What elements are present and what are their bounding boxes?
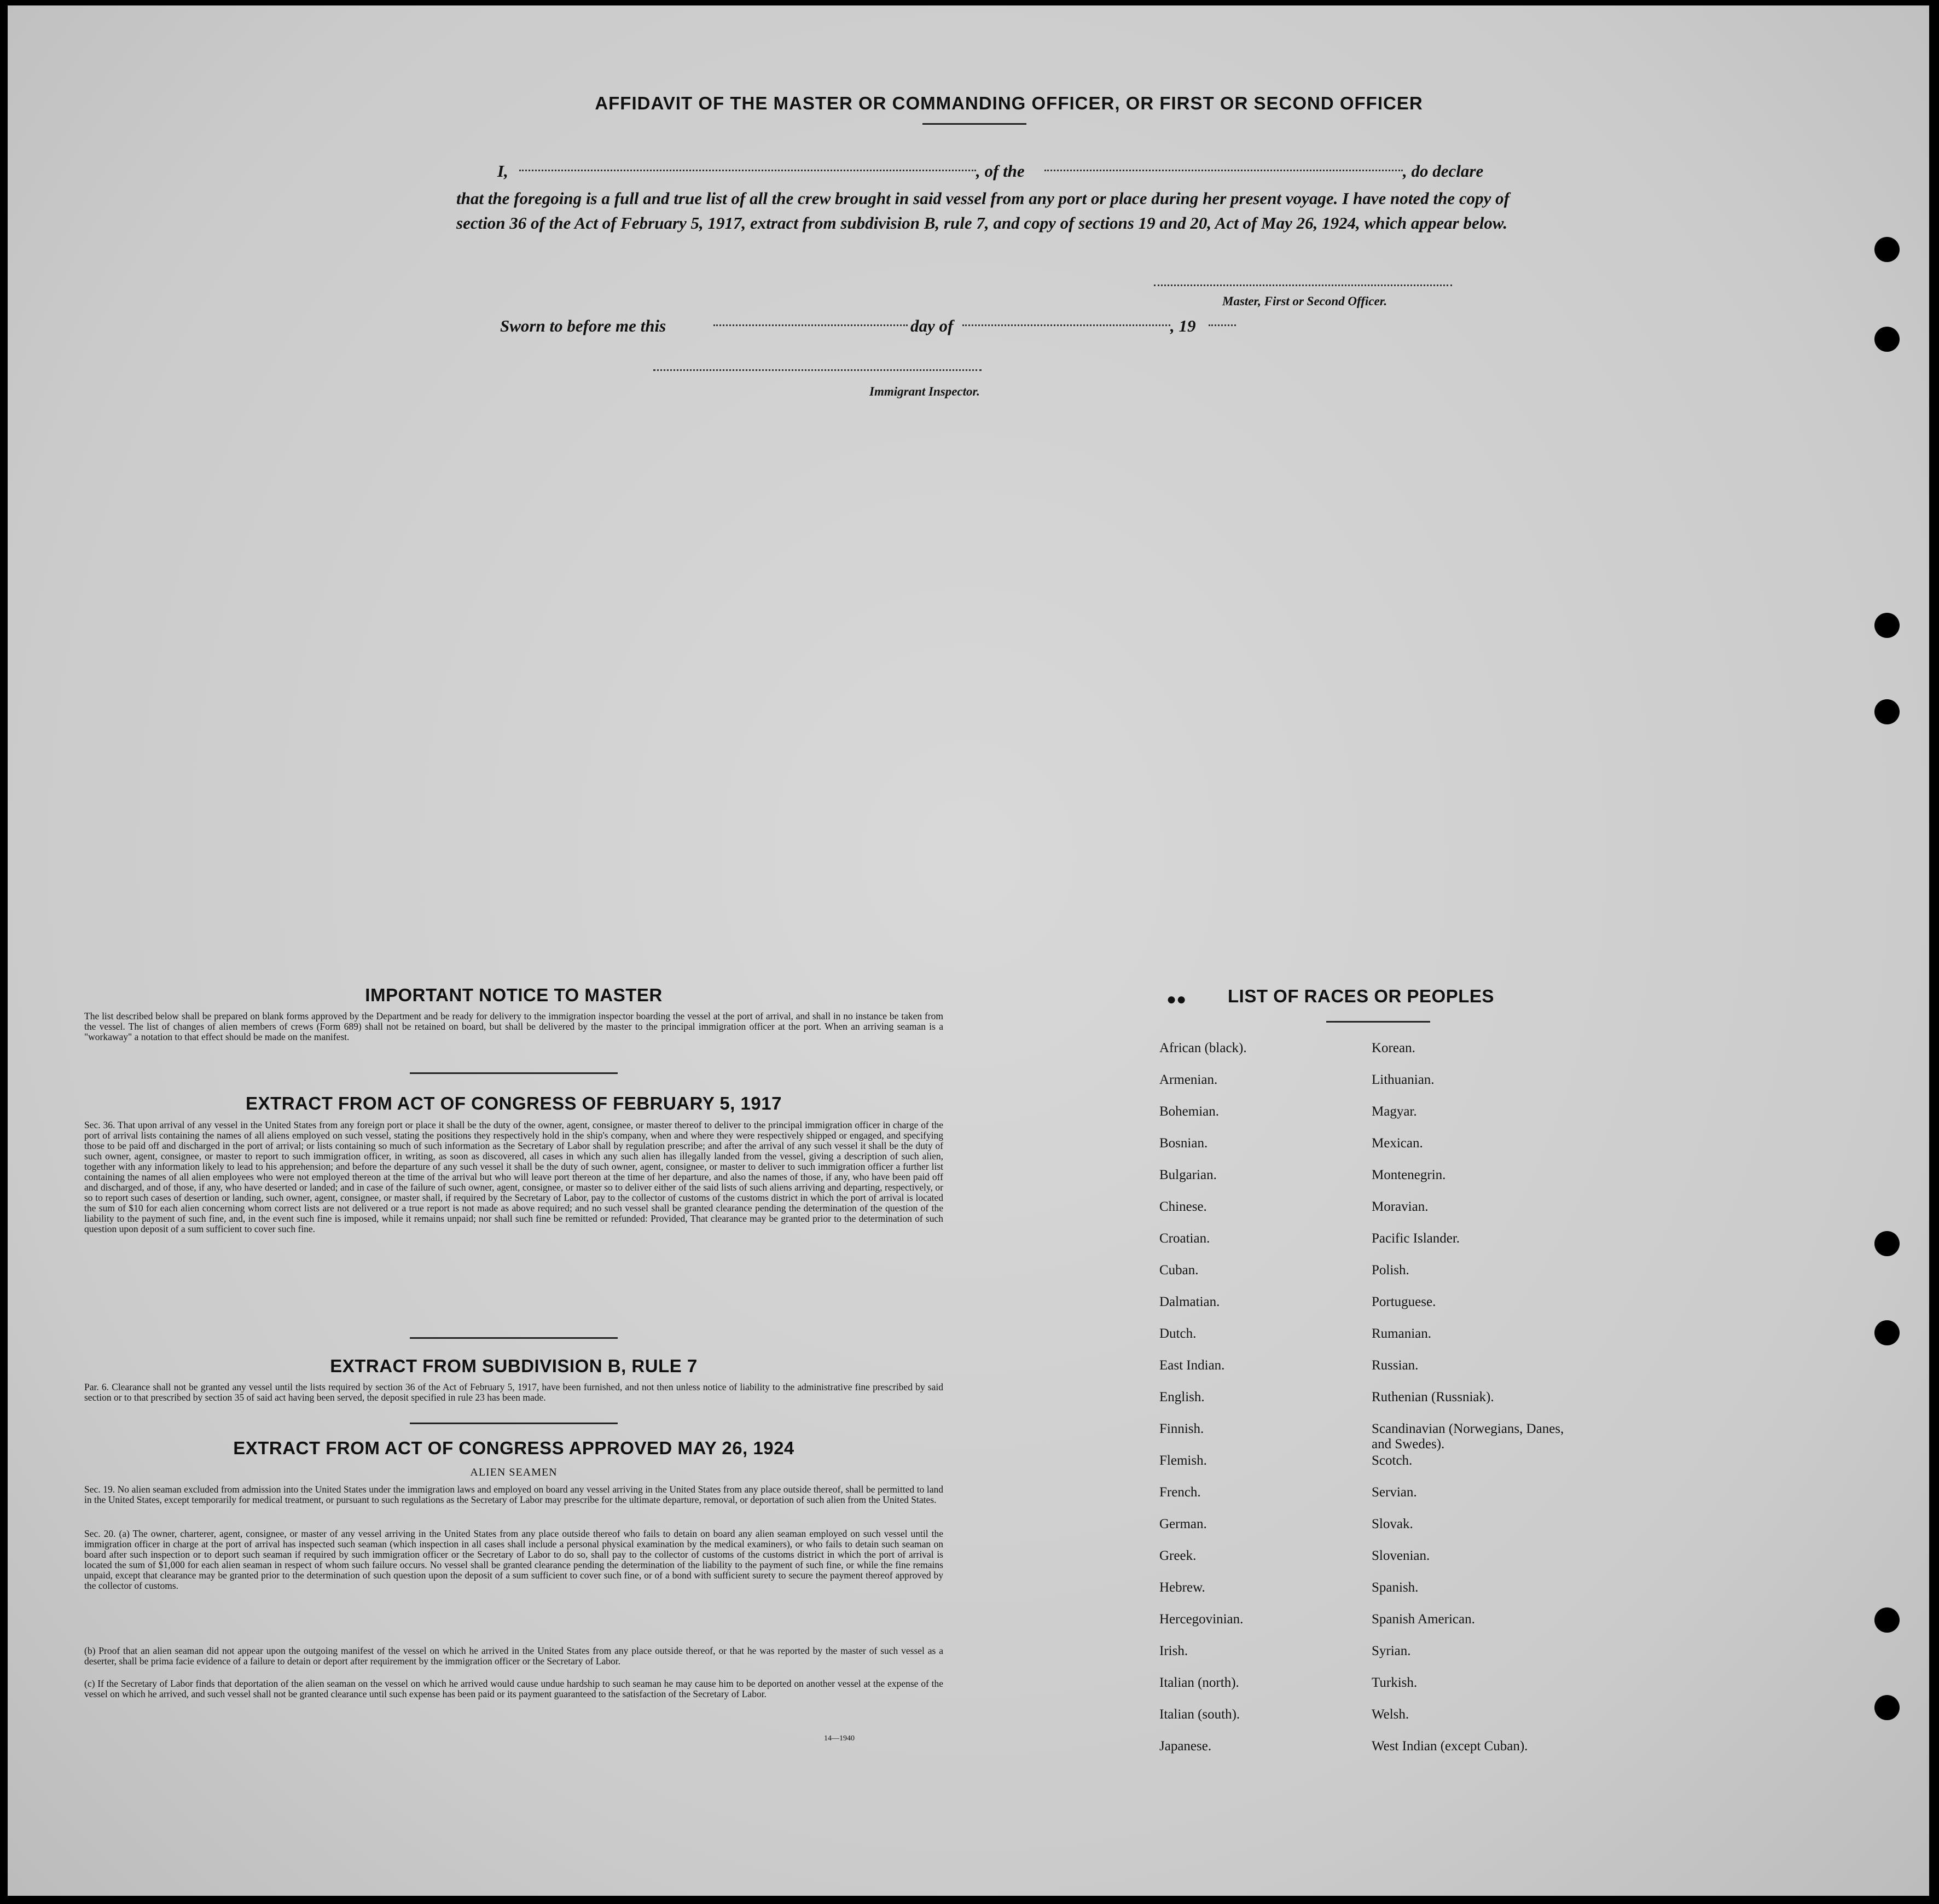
name-blank[interactable]: [519, 170, 976, 171]
race-item: Spanish American.: [1372, 1612, 1475, 1627]
race-item: Rumanian.: [1372, 1326, 1432, 1341]
race-item: Korean.: [1372, 1041, 1415, 1055]
document-sheet: [8, 5, 1929, 1896]
races-row: [1159, 1421, 1574, 1453]
affidavit-title: AFFIDAVIT OF THE MASTER OR COMMANDING OFFICER, OR FIRST OR SECOND OFFICER: [595, 93, 1423, 113]
races-row: [1159, 1199, 1574, 1231]
race-item: Dutch.: [1159, 1326, 1197, 1341]
race-item: Lithuanian.: [1372, 1072, 1435, 1087]
race-item: West Indian (except Cuban).: [1372, 1739, 1528, 1754]
races-title: LIST OF RACES OR PEOPLES: [1228, 986, 1494, 1006]
race-item: Bosnian.: [1159, 1136, 1208, 1151]
race-item: Pacific Islander.: [1372, 1231, 1460, 1246]
races-row: [1159, 1580, 1574, 1612]
race-item: Ruthenian (Russniak).: [1372, 1390, 1494, 1404]
race-item: Magyar.: [1372, 1104, 1417, 1119]
races-row: [1159, 1548, 1574, 1580]
do-declare-label: , do declare: [1403, 161, 1484, 181]
races-row: [1159, 1168, 1574, 1199]
races-row: [1159, 1041, 1574, 1072]
sworn-day-blank[interactable]: [713, 324, 908, 326]
inspector-signature-line[interactable]: [653, 369, 982, 371]
race-item: Flemish.: [1159, 1453, 1207, 1468]
race-item: Bohemian.: [1159, 1104, 1220, 1119]
races-row: [1159, 1072, 1574, 1104]
punch-hole: [1874, 327, 1900, 352]
races-row: [1159, 1358, 1574, 1390]
races-table: [1159, 1041, 1574, 1771]
race-item: East Indian.: [1159, 1358, 1225, 1373]
race-item: Cuban.: [1159, 1263, 1199, 1278]
races-bullets: ●●: [1166, 990, 1187, 1008]
races-row: [1159, 1136, 1574, 1168]
race-item: Spanish.: [1372, 1580, 1419, 1595]
races-row: [1159, 1517, 1574, 1548]
races-row: [1159, 1263, 1574, 1295]
punch-hole: [1874, 613, 1900, 638]
race-item: French.: [1159, 1485, 1201, 1500]
races-title-underline: [1326, 1021, 1430, 1023]
race-item: Syrian.: [1372, 1644, 1411, 1658]
races-row: [1159, 1739, 1574, 1771]
sec19-text: Sec. 19. No alien seaman excluded from admission into the United States under the immigration laws and employed on board any vessel arriving in the United States from any place outside thereof, shall be permitted to land in the United States, except temporarily for medical treatment, or pursuant to such regulations as the Secretary of Labor may prescribe for the ultimate departure, removal, or deportation of such alien from the United States.: [84, 1484, 943, 1505]
race-item: African (black).: [1159, 1041, 1247, 1055]
race-item: Russian.: [1372, 1358, 1419, 1373]
notice-title: IMPORTANT NOTICE TO MASTER: [365, 985, 663, 1005]
races-row: [1159, 1675, 1574, 1707]
race-item: Moravian.: [1372, 1199, 1429, 1214]
races-row: [1159, 1231, 1574, 1263]
races-row: [1159, 1612, 1574, 1644]
extract-rule7-text: Par. 6. Clearance shall not be granted any vessel until the lists required by section 36 of the Act of February 5, 1917, have been furnished, and not then unless notice of liability to the administrative fine prescribed by said section or to that prescribed by section 35 of said act having been served, the deposit specified in rule 23 has been made.: [84, 1381, 943, 1403]
race-item: Chinese.: [1159, 1199, 1207, 1214]
extract-rule7-title: EXTRACT FROM SUBDIVISION B, RULE 7: [330, 1356, 698, 1376]
sec20c-text: (c) If the Secretary of Labor finds that deportation of the alien seaman on the vessel on which he arrived would cause undue hardship to such seaman he may cause him to be deported on another vessel at the expense of the vessel on which he arrived, and such vessel shall not be granted clearance until such expense has been paid or its payment guaranteed to the satisfaction of the Secretary of Labor.: [84, 1678, 943, 1699]
race-item: Italian (north).: [1159, 1675, 1239, 1690]
race-item: Hercegovinian.: [1159, 1612, 1244, 1627]
race-item: Turkish.: [1372, 1675, 1418, 1690]
punch-hole: [1874, 1231, 1900, 1256]
sworn-label: Sworn to before me this: [500, 316, 666, 335]
of-the-label: , of the: [976, 161, 1025, 181]
punch-hole: [1874, 237, 1900, 262]
race-item: Servian.: [1372, 1485, 1417, 1500]
race-item: English.: [1159, 1390, 1205, 1404]
extract-1924-title: EXTRACT FROM ACT OF CONGRESS APPROVED MAY 26, 1924: [233, 1438, 794, 1458]
master-signature-line[interactable]: [1154, 285, 1452, 286]
affidavit-body: that the foregoing is a full and true list of all the crew brought in said vessel from any port or place during her present voyage. I have noted the copy of section 36 of the Act of February 5, 1917, extract from subdivision B, rule 7, and copy of sections 19 and 20, Act of May 26, 1924, which appear below.: [456, 189, 1510, 233]
races-row: [1159, 1453, 1574, 1485]
race-item: Scotch.: [1372, 1453, 1413, 1468]
races-row: [1159, 1390, 1574, 1421]
master-signature-label: Master, First or Second Officer.: [1222, 294, 1388, 308]
title-underline: [922, 123, 1026, 125]
race-item: Greek.: [1159, 1548, 1197, 1563]
race-item: Slovak.: [1372, 1517, 1413, 1531]
races-row: [1159, 1104, 1574, 1136]
race-item: Armenian.: [1159, 1072, 1218, 1087]
year-label: , 19: [1170, 316, 1196, 335]
race-item: Japanese.: [1159, 1739, 1212, 1754]
punch-hole: [1874, 1695, 1900, 1720]
race-item: Croatian.: [1159, 1231, 1210, 1246]
day-of-label: day of: [910, 316, 954, 335]
inspector-label: Immigrant Inspector.: [869, 385, 980, 398]
races-row: [1159, 1485, 1574, 1517]
divider: [410, 1072, 618, 1074]
race-item: Italian (south).: [1159, 1707, 1240, 1722]
punch-hole: [1874, 1607, 1900, 1633]
race-item: Mexican.: [1372, 1136, 1423, 1151]
punch-hole: [1874, 1320, 1900, 1345]
race-item: Slovenian.: [1372, 1548, 1430, 1563]
divider: [410, 1337, 618, 1339]
form-number: 14—1940: [824, 1734, 855, 1743]
sworn-year-blank[interactable]: [1209, 324, 1236, 326]
extract-1917-title: EXTRACT FROM ACT OF CONGRESS OF FEBRUARY 5, 1917: [246, 1093, 782, 1113]
races-row: [1159, 1707, 1574, 1739]
race-item: Portuguese.: [1372, 1295, 1436, 1309]
race-item: German.: [1159, 1517, 1207, 1531]
race-item: Scandinavian (Norwegians, Danes, and Swedes).: [1372, 1421, 1564, 1452]
divider: [410, 1423, 618, 1424]
alien-seamen-subtitle: ALIEN SEAMEN: [470, 1466, 558, 1478]
sworn-month-blank[interactable]: [962, 324, 1170, 326]
extract-1917-text: Sec. 36. That upon arrival of any vessel in the United States from any foreign port or place it shall be the duty of the owner, agent, consignee, or master thereof to deliver to the principal immigration officer in charge of the port of arrival lists containing the names of all aliens employed on such vessel, stating the positions they respectively hold in the ship's company, when and where they were respectively shipped or engaged, and specifying those to be paid off and discharged in the port of arrival; or lists containing so much of such information as the Secretary of Labor shall by regulation prescribe; and after the arrival of any such vessel it shall be the duty of such owner, agent, consignee, or master to report to such immigration officer, in writing, as soon as discovered, all cases in which any such alien has illegally landed from the vessel, giving a description of such alien, together with any information likely to lead to his apprehension; and before the departure of any such vessel it shall be the duty of such owner, agent, consignee, or master to deliver to such immigration officer a further list containing the names of all alien employees who were not employed thereon at the time of the arrival but who will leave port thereon at the time of her departure, and also the names of those, if any, who have been paid off and discharged, and of those, if any, who have deserted or landed; and in case of the failure of such owner, agent, consignee, or master so to deliver either of the said lists of such aliens arriving and departing, respectively, or so to report such cases of desertion or landing, such owner, agent, consignee, or master shall, if required by the Secretary of Labor, pay to the collector of customs of the customs district in which the port of arrival is located the sum of $10 for each alien concerning whom correct lists are not delivered or a true report is not made as above required; and no such vessel shall be granted clearance pending the determination of the question of the liability to the payment of such fine, and, in the event such fine is imposed, while it remains unpaid; nor shall such fine be remitted or refunded: Provided, That clearance may be granted prior to the determination of such question upon deposit of a sum sufficient to cover such fine.: [84, 1119, 943, 1234]
races-row: [1159, 1326, 1574, 1358]
sec20a-text: Sec. 20. (a) The owner, charterer, agent, consignee, or master of any vessel arriving in the United States from any place outside thereof who fails to detain on board any alien seaman employed on such vessel until the immigration officer in charge at the port of arrival has inspected such seaman (which inspection in all cases shall include a personal physical examination by the medical examiners), or who fails to detain such seaman on board after such inspection or to deport such seaman if required by such immigration officer or the Secretary of Labor to do so, shall pay to the collector of customs of the customs district in which the port of arrival is located the sum of $1,000 for each alien seaman in respect of whom such failure occurs. No vessel shall be granted clearance pending the determination of the liability to the payment of such fine, or while the fine remains unpaid, except that clearance may be granted prior to the determination of such question upon the deposit of a sum sufficient to cover such fine, or of a bond with sufficient surety to secure the payment thereof approved by the collector of customs.: [84, 1528, 943, 1591]
sec20b-text: (b) Proof that an alien seaman did not appear upon the outgoing manifest of the vessel on which he arrived in the United States from any place outside thereof, or that he was reported by the master of such vessel as a deserter, shall be prima facie evidence of a failure to detain or deport after requirement by the immigration officer or the Secretary of Labor.: [84, 1645, 943, 1667]
punch-hole: [1874, 699, 1900, 724]
race-item: Welsh.: [1372, 1707, 1409, 1722]
vessel-blank[interactable]: [1044, 170, 1403, 171]
race-item: Montenegrin.: [1372, 1168, 1446, 1182]
race-item: Dalmatian.: [1159, 1295, 1220, 1309]
race-item: Hebrew.: [1159, 1580, 1205, 1595]
notice-text: The list described below shall be prepared on blank forms approved by the Department and be ready for delivery to the immigration inspector boarding the vessel at the port of arrival, and shall in no instance be taken from the vessel. The list of changes of alien members of crews (Form 689) shall not be retained on board, but shall be delivered by the master to the principal immigration officer at the port. When an arriving seaman is a "workaway" a notation to that effect should be made on the manifest.: [84, 1011, 943, 1042]
i-label: I,: [497, 161, 508, 181]
race-item: Finnish.: [1159, 1421, 1204, 1436]
races-row: [1159, 1644, 1574, 1675]
race-item: Polish.: [1372, 1263, 1409, 1278]
race-item: Bulgarian.: [1159, 1168, 1217, 1182]
race-item: Irish.: [1159, 1644, 1188, 1658]
races-row: [1159, 1295, 1574, 1326]
